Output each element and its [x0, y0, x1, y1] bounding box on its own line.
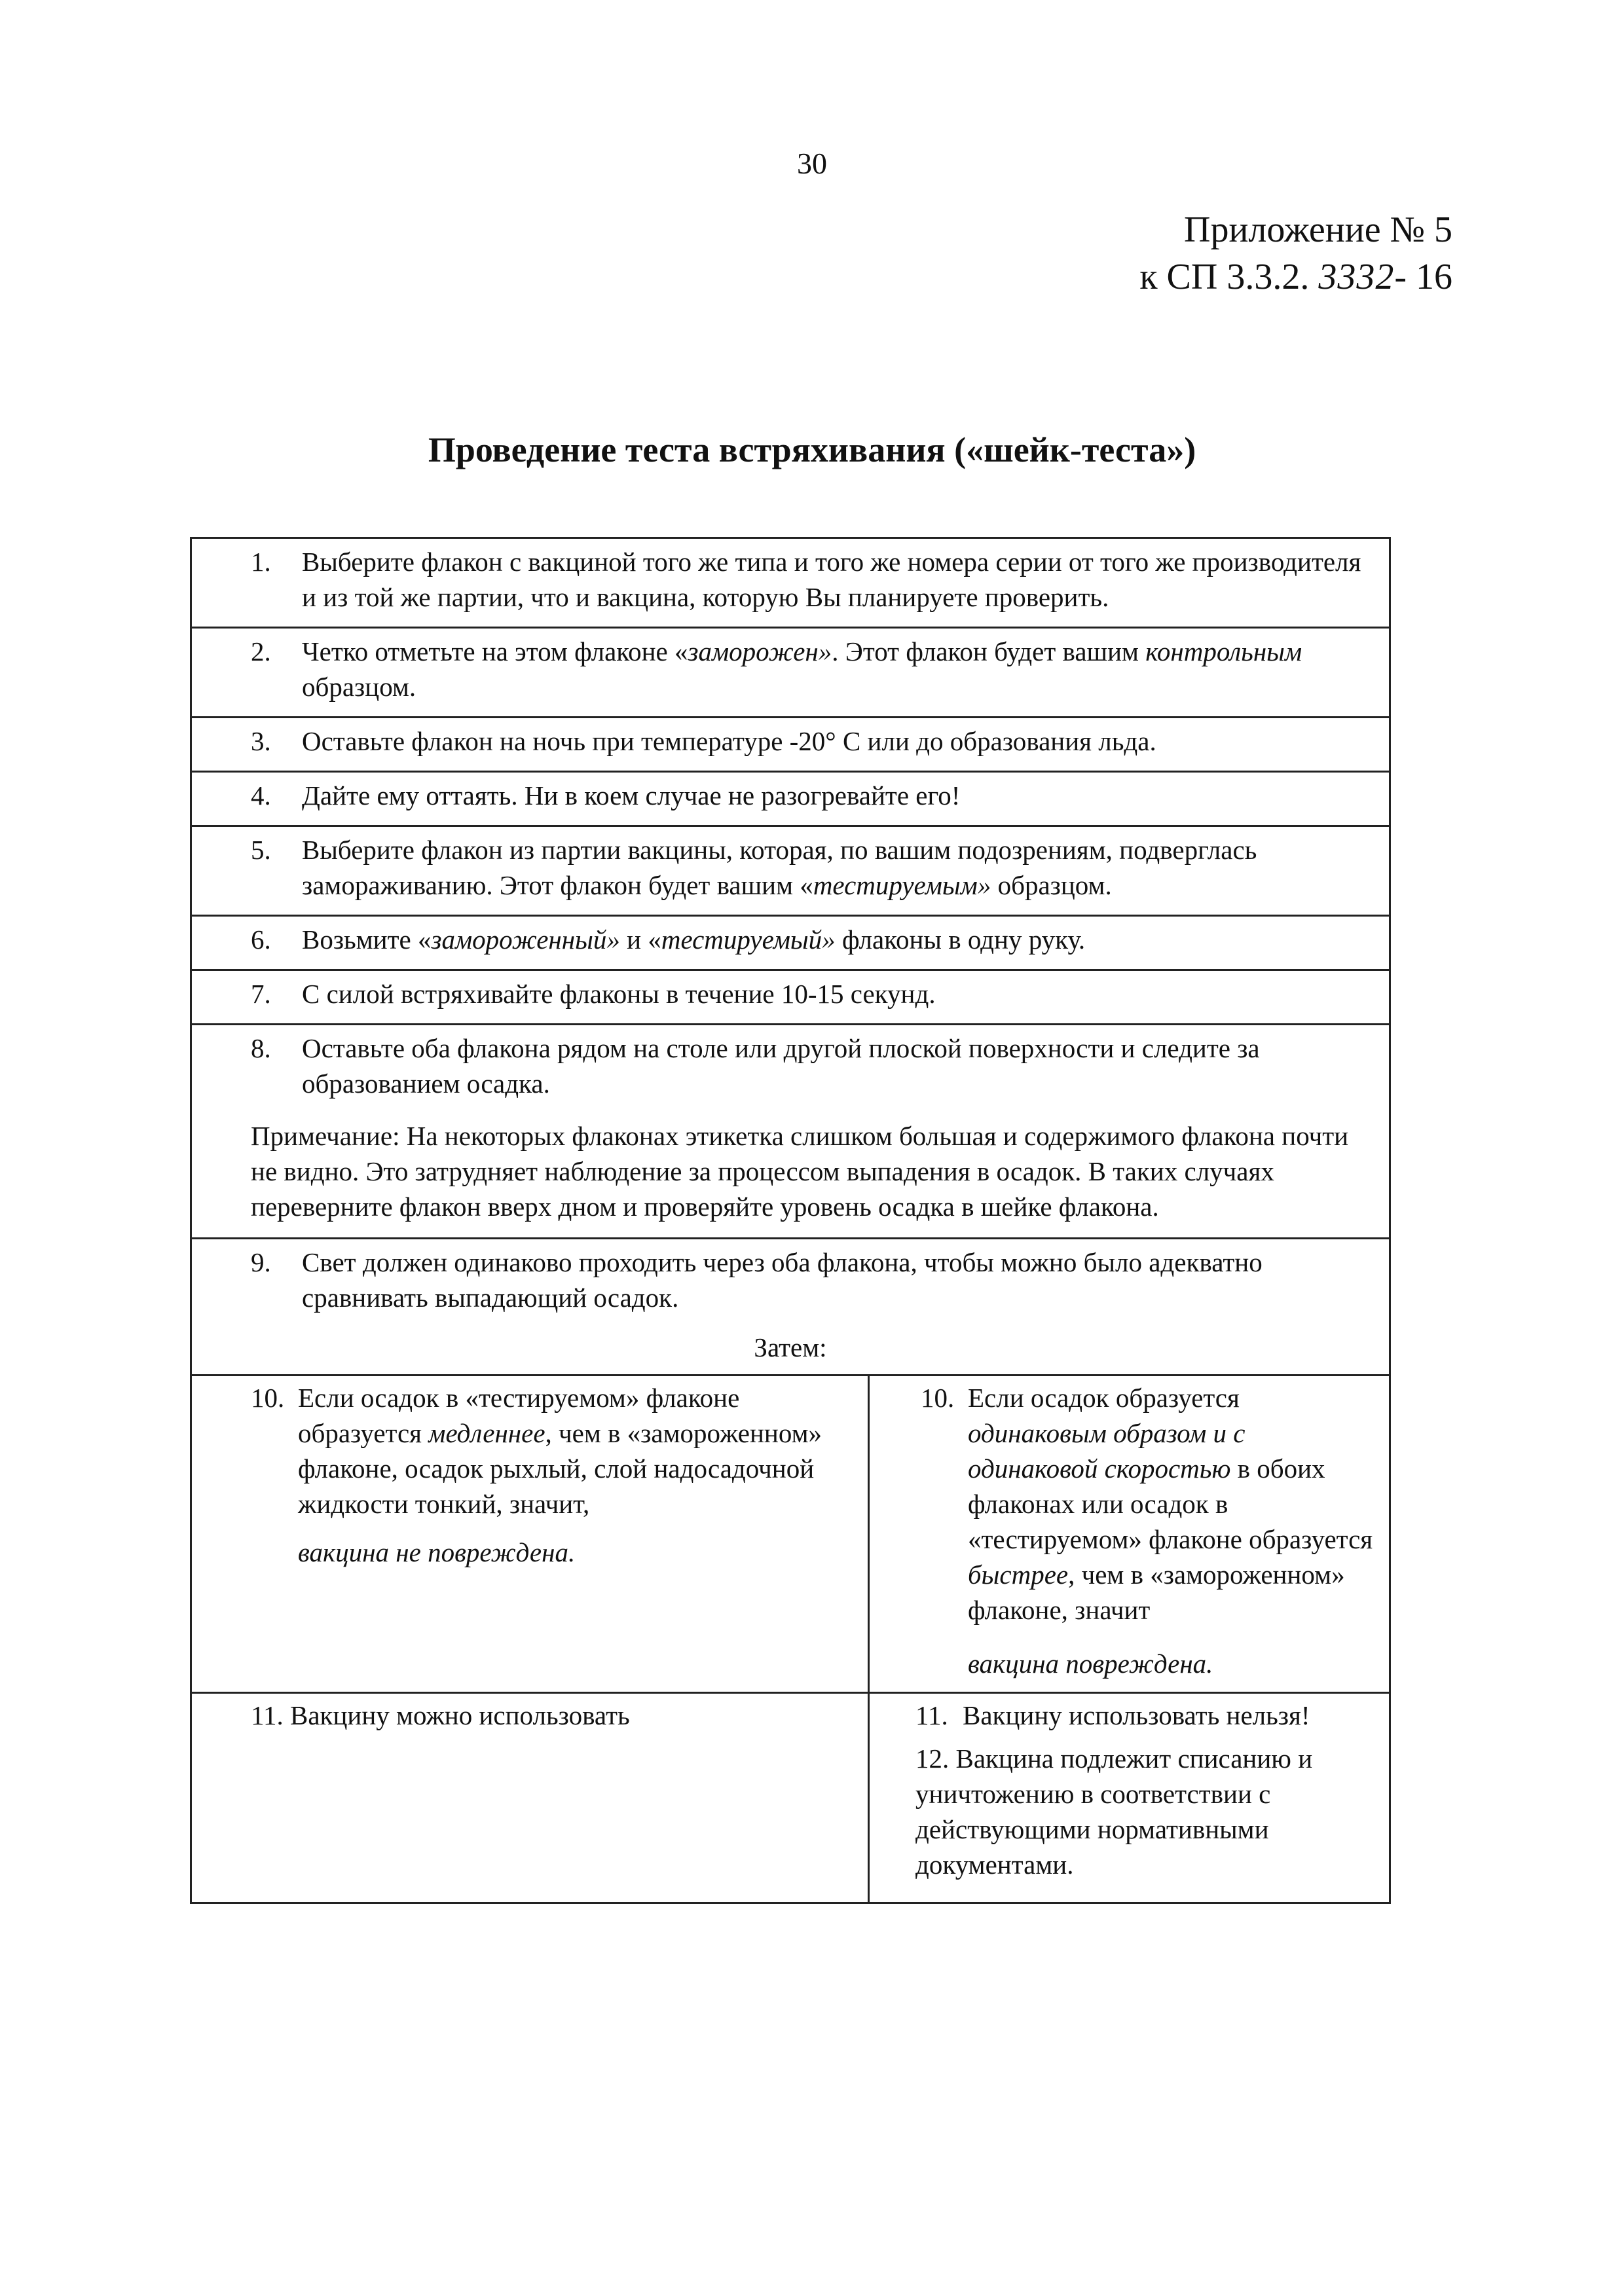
outcome-damaged [870, 1376, 1389, 1692]
step-text-emphasis: заморожен» [688, 636, 832, 666]
step-text: 11. Вакцину можно использовать [251, 1700, 630, 1730]
page-number: 30 [797, 147, 827, 180]
table-row-step-8 [192, 1025, 1389, 1239]
appendix-suffix: - 16 [1394, 257, 1452, 297]
shake-test-table [190, 537, 1391, 1904]
step-text: Свет должен одинаково проходить через оба флакона, чтобы можно было адекватно сравнивать выпадающий осадок. [302, 1247, 1263, 1313]
step-number: 10. [251, 1383, 285, 1413]
document-title: Проведение теста встряхивания («шейк-теста») [428, 430, 1196, 469]
step-text [302, 832, 1378, 903]
table-row-step-9 [192, 1239, 1389, 1376]
step-number: 1. [251, 547, 271, 577]
outcome-not-damaged [192, 1376, 870, 1692]
table-row-actions [192, 1694, 1389, 1902]
note-text: Примечание: На некоторых флаконах этикетка слишком большая и содержимого флакона почти не видно. Это затрудняет наблюдение за процессом выпадения в осадок. В таких случаях переверните флакон вверх дном и проверяйте уровень осадка в шейке флакона. [251, 1121, 1349, 1222]
appendix-header [1139, 206, 1452, 301]
step-number: 3. [251, 726, 271, 756]
table-row-step-3 [192, 718, 1389, 773]
step-text [302, 634, 1378, 704]
step-text: Выберите флакон с вакциной того же типа и того же номера серии от того же производителя и из той же партии, что и вакцина, которую Вы планируете проверить. [302, 547, 1361, 612]
step-text-part: и « [619, 924, 661, 955]
step-number: 6. [251, 924, 271, 955]
step-text-part: Если осадок образуется [968, 1383, 1240, 1413]
table-row-step-1 [192, 539, 1389, 629]
step-text-write-off: 12. Вакцина подлежит списанию и уничтожению в соответствии с действующими нормативными документами. [915, 1743, 1313, 1880]
table-row-step-4 [192, 773, 1389, 827]
step-text-part: Четко отметьте на этом флаконе « [302, 636, 688, 666]
step-number: 10. [921, 1383, 955, 1413]
step-number: 2. [251, 636, 271, 666]
step-text-emphasis: тестируемым» [813, 870, 991, 900]
verdict-damaged: вакцина повреждена. [968, 1649, 1213, 1679]
appendix-handwritten-code: 3332 [1318, 257, 1395, 297]
step-text [302, 922, 1378, 957]
step-text-emphasis: быстрее [968, 1559, 1069, 1590]
step-text [968, 1380, 1376, 1628]
step-text-part: в обоих флаконах или осадок в «тестируемом» флаконе образуется [968, 1453, 1373, 1554]
step-text-emphasis: тестируемый» [661, 924, 836, 955]
action-use [192, 1694, 870, 1902]
step-text: Оставьте оба флакона рядом на столе или другой плоской поверхности и следите за образованием осадка. [302, 1033, 1260, 1099]
verdict-not-damaged: вакцина не повреждена. [298, 1537, 576, 1567]
step-number: 7. [251, 979, 271, 1009]
step-text-part: . Этот флакон будет вашим [832, 636, 1146, 666]
action-do-not-use [870, 1694, 1389, 1902]
step-text-part: флаконы в одну руку. [835, 924, 1086, 955]
step-text-part: , чем в «замороженном» флаконе, осадок рыхлый, слой надосадочной жидкости тонкий, значит, [298, 1418, 822, 1519]
step-text-part: образцом. [991, 870, 1112, 900]
step-text: Вакцину использовать нельзя! [963, 1700, 1310, 1730]
table-row-step-5 [192, 827, 1389, 917]
step-text: Оставьте флакон на ночь при температуре -20° С или до образования льда. [302, 726, 1156, 756]
appendix-line-2 [1139, 253, 1452, 301]
step-text-part: , чем в «замороженном» флаконе, значит [968, 1559, 1345, 1625]
step-text-part: Если осадок в «тестируемом» флаконе образуется [298, 1383, 740, 1448]
step-text-part: Возьмите « [302, 924, 432, 955]
step-number: 8. [251, 1033, 271, 1063]
step-text: С силой встряхивайте флаконы в течение 10-15 секунд. [302, 979, 936, 1009]
step-text-part: Выберите флакон из партии вакцины, которая, по вашим подозрениям, подверглась замораживанию. Этот флакон будет вашим « [302, 835, 1257, 900]
step-number: 11. [915, 1700, 948, 1730]
then-label: Затем: [754, 1332, 827, 1362]
step-text-emphasis: контрольным [1145, 636, 1302, 666]
step-text-emphasis: замороженный» [431, 924, 620, 955]
step-number: 4. [251, 780, 271, 811]
step-text: Дайте ему оттаять. Ни в коем случае не разогревайте его! [302, 780, 961, 811]
appendix-prefix: к СП 3.3.2. [1139, 257, 1319, 297]
step-text-part: образцом. [302, 672, 416, 702]
table-row-step-6 [192, 917, 1389, 971]
table-row-outcome [192, 1376, 1389, 1694]
table-row-step-7 [192, 971, 1389, 1025]
appendix-line-1: Приложение № 5 [1184, 210, 1452, 250]
table-row-step-2 [192, 629, 1389, 718]
step-text-emphasis: медленнее [428, 1418, 545, 1448]
step-number: 5. [251, 835, 271, 865]
step-text [298, 1380, 855, 1522]
step-text-emphasis: одинаковым образом и с одинаковой скоростью [968, 1418, 1246, 1484]
step-number: 9. [251, 1247, 271, 1277]
